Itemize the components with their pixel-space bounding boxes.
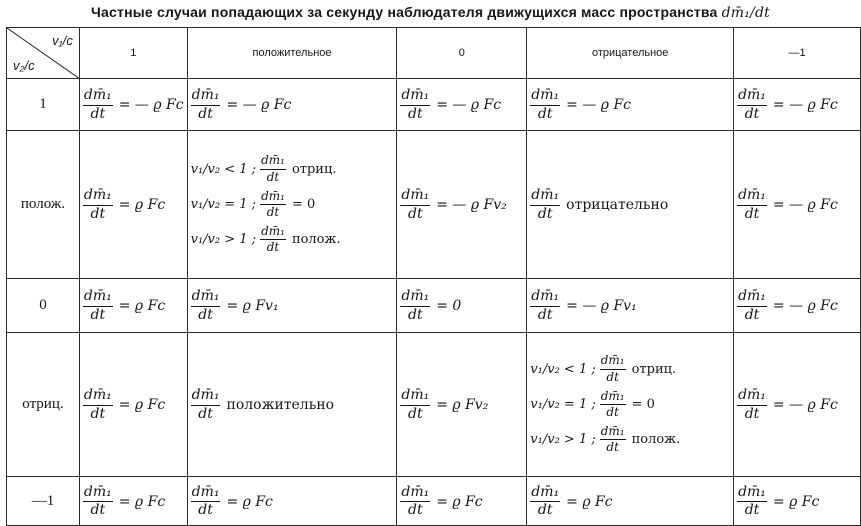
table-cell — [397, 477, 527, 526]
fraction-denominator: dt — [744, 306, 760, 323]
fraction-denominator: dt — [744, 105, 760, 122]
equation-rhs: = ϱ Fv₁ — [226, 298, 279, 314]
fraction — [530, 88, 560, 122]
fraction-numerator: dm̄₁ — [191, 388, 221, 405]
fraction-denominator: dt — [744, 502, 760, 518]
page-title — [0, 0, 861, 26]
condition: v₁/v₂ = 1 ; — [530, 397, 596, 412]
column-header: 0 — [397, 28, 527, 79]
fraction-denominator: dt — [537, 105, 553, 122]
table-cell — [397, 131, 527, 279]
fraction-numerator: dm̄₁ — [600, 390, 626, 405]
table-cell — [187, 131, 397, 279]
equation-rhs: = ϱ Fc — [566, 493, 613, 510]
fraction — [191, 88, 221, 122]
fraction-numerator: dm̄₁ — [737, 88, 767, 105]
row-label: —1 — [7, 477, 80, 526]
condition: v₁/v₂ = 1 ; — [190, 197, 257, 212]
equation — [83, 289, 165, 323]
fraction — [530, 485, 560, 519]
fraction-numerator: dm̄₁ — [260, 225, 286, 240]
equation — [83, 485, 165, 519]
equation-rhs: отрицательно — [566, 197, 669, 213]
fraction — [83, 388, 113, 422]
table-cell — [79, 131, 187, 279]
equation-rhs: = ϱ Fc — [772, 493, 820, 510]
equation — [83, 188, 165, 222]
equation-rhs: = ϱ Fc — [118, 493, 166, 510]
equation — [737, 188, 838, 222]
row-label: 0 — [7, 279, 80, 333]
condition-line — [191, 154, 394, 183]
fraction-denominator: dt — [408, 405, 423, 422]
table-row — [7, 79, 861, 131]
equation-rhs: = ϱ Fc — [118, 397, 166, 413]
fraction-denominator: dt — [198, 105, 213, 122]
equation-rhs: = — ϱ Fc — [566, 97, 632, 113]
corner-cell — [7, 28, 80, 79]
equation-rhs: = ϱ Fc — [118, 197, 166, 213]
fraction-denominator: dt — [90, 502, 106, 518]
fraction-denominator: dt — [606, 369, 619, 384]
row-label: 1 — [7, 79, 80, 131]
fraction-denominator: dt — [198, 405, 213, 422]
fraction — [737, 188, 767, 222]
equation — [400, 485, 482, 519]
fraction-numerator: dm̄₁ — [530, 88, 560, 105]
condition: v₁/v₂ < 1 ; — [530, 361, 596, 377]
fraction-denominator: dt — [90, 306, 106, 323]
table-cell — [734, 131, 861, 279]
condition-result: = 0 — [291, 197, 316, 212]
equation-rhs: = — ϱ Fc — [226, 97, 292, 113]
equation-rhs: = 0 — [436, 298, 462, 314]
title-math: dm̄₁/dt — [721, 5, 770, 21]
fraction-numerator: dm̄₁ — [260, 190, 286, 205]
fraction-denominator: dt — [408, 105, 423, 122]
fraction — [600, 354, 626, 383]
header-row — [7, 28, 861, 79]
fraction — [600, 425, 626, 454]
title-text: Частные случаи попадающих за секунду наблюдателя движущихся масс пространства — [91, 4, 718, 20]
table-cell — [734, 279, 861, 333]
fraction-denominator: dt — [198, 306, 213, 323]
equation — [530, 485, 612, 519]
fraction-denominator: dt — [90, 405, 106, 422]
fraction-numerator: dm̄₁ — [530, 485, 560, 502]
equation — [737, 88, 838, 122]
row-label: отриц. — [7, 333, 80, 477]
fraction — [83, 485, 113, 519]
equation — [530, 88, 631, 122]
fraction — [191, 388, 221, 422]
fraction — [737, 388, 767, 422]
fraction-denominator: dt — [537, 205, 553, 222]
equation-rhs: = ϱ Fc — [118, 298, 166, 314]
table-cell — [527, 279, 734, 333]
condition-line — [530, 354, 730, 383]
fraction — [260, 154, 286, 183]
fraction-denominator: dt — [266, 205, 280, 219]
equation-rhs: = — ϱ Fc — [772, 298, 838, 314]
condition-line — [530, 390, 730, 419]
fraction-numerator: dm̄₁ — [737, 188, 767, 205]
fraction — [400, 485, 430, 519]
condition-result: отриц. — [631, 361, 677, 377]
condition: v₁/v₂ < 1 ; — [190, 161, 257, 177]
condition-result: = 0 — [631, 397, 655, 412]
fraction-numerator: dm̄₁ — [400, 188, 430, 205]
fraction-denominator: dt — [408, 205, 423, 222]
fraction-numerator: dm̄₁ — [530, 188, 560, 205]
equation — [737, 485, 819, 519]
fraction — [400, 289, 430, 323]
equation — [191, 388, 334, 422]
fraction-numerator: dm̄₁ — [530, 289, 560, 306]
fraction — [260, 190, 286, 219]
fraction-denominator: dt — [266, 169, 280, 184]
fraction-denominator: dt — [408, 502, 423, 518]
table-cell — [734, 477, 861, 526]
table-cell — [79, 279, 187, 333]
table-cell — [397, 79, 527, 131]
condition-result: полож. — [631, 432, 681, 448]
table-cell — [187, 333, 397, 477]
table-cell — [79, 477, 187, 526]
table-cell — [79, 79, 187, 131]
equation — [400, 188, 506, 222]
corner-bottom-label: v₂/c — [13, 58, 35, 73]
condition-line — [191, 190, 394, 219]
equation-rhs: = — ϱ Fc — [118, 97, 184, 113]
table-row — [7, 333, 861, 477]
equation-rhs: = ϱ Fc — [436, 493, 483, 510]
row-label: полож. — [7, 131, 80, 279]
condition: v₁/v₂ > 1 ; — [190, 232, 257, 248]
fraction-numerator: dm̄₁ — [400, 485, 430, 502]
column-header: отрицательное — [527, 28, 734, 79]
equation — [400, 388, 488, 422]
fraction-numerator: dm̄₁ — [191, 289, 221, 306]
fraction-numerator: dm̄₁ — [400, 388, 430, 405]
equation-rhs: = — ϱ Fc — [772, 397, 838, 413]
fraction-denominator: dt — [266, 240, 280, 255]
equation-rhs: = — ϱ Fc — [436, 97, 502, 113]
fraction-numerator: dm̄₁ — [260, 154, 286, 169]
table-row — [7, 477, 861, 526]
equation — [191, 485, 273, 519]
fraction-numerator: dm̄₁ — [191, 485, 221, 502]
table-cell — [527, 131, 734, 279]
fraction-denominator: dt — [90, 205, 106, 222]
table-cell — [397, 279, 527, 333]
fraction — [737, 88, 767, 122]
table-cell — [187, 477, 397, 526]
table-row — [7, 279, 861, 333]
equation — [400, 289, 461, 323]
equation — [737, 289, 838, 323]
equation — [83, 388, 165, 422]
fraction — [400, 88, 430, 122]
table-cell — [187, 79, 397, 131]
column-header: 1 — [79, 28, 187, 79]
equation-rhs: = ϱ Fv₂ — [436, 397, 489, 413]
fraction-denominator: dt — [606, 405, 619, 419]
equation — [737, 388, 838, 422]
fraction-numerator: dm̄₁ — [83, 485, 113, 502]
fraction-numerator: dm̄₁ — [83, 188, 113, 205]
fraction-numerator: dm̄₁ — [83, 388, 113, 405]
condition-line — [530, 425, 730, 454]
fraction-numerator: dm̄₁ — [400, 88, 430, 105]
fraction-numerator: dm̄₁ — [83, 289, 113, 306]
condition-result: полож. — [291, 232, 341, 248]
fraction-denominator: dt — [537, 502, 553, 518]
equation-rhs: = ϱ Fc — [226, 493, 273, 510]
equation — [530, 188, 668, 222]
equation — [83, 88, 184, 122]
table-cell — [187, 279, 397, 333]
table-cell — [734, 333, 861, 477]
fraction — [400, 388, 430, 422]
fraction — [83, 289, 113, 323]
equation — [191, 289, 279, 323]
fraction-numerator: dm̄₁ — [600, 425, 626, 440]
condition-line — [191, 225, 394, 254]
fraction — [737, 485, 767, 519]
fraction — [737, 289, 767, 323]
fraction-numerator: dm̄₁ — [737, 289, 767, 306]
fraction — [83, 188, 113, 222]
condition: v₁/v₂ > 1 ; — [530, 432, 596, 448]
fraction — [530, 188, 560, 222]
fraction — [191, 289, 221, 323]
fraction-numerator: dm̄₁ — [600, 354, 626, 369]
fraction-denominator: dt — [408, 306, 423, 323]
fraction-denominator: dt — [744, 405, 760, 422]
column-header: положительное — [187, 28, 397, 79]
table-cell — [527, 333, 734, 477]
fraction — [83, 88, 113, 122]
table-cell — [734, 79, 861, 131]
equation-rhs: = — ϱ Fv₂ — [436, 197, 507, 213]
column-header: —1 — [734, 28, 861, 79]
fraction-numerator: dm̄₁ — [400, 289, 430, 306]
equation — [191, 88, 292, 122]
equation — [530, 289, 636, 323]
special-cases-table — [6, 27, 861, 526]
fraction — [191, 485, 221, 519]
fraction-denominator: dt — [744, 205, 760, 222]
equation-rhs: положительно — [226, 397, 335, 413]
table-cell — [527, 477, 734, 526]
table-cell — [397, 333, 527, 477]
fraction-denominator: dt — [90, 105, 106, 122]
table-cell — [527, 79, 734, 131]
fraction-numerator: dm̄₁ — [737, 485, 767, 502]
fraction — [530, 289, 560, 323]
equation-rhs: = — ϱ Fc — [772, 97, 838, 113]
fraction — [600, 390, 626, 419]
fraction-numerator: dm̄₁ — [737, 388, 767, 405]
equation — [400, 88, 501, 122]
table-cell — [79, 333, 187, 477]
fraction-numerator: dm̄₁ — [191, 88, 221, 105]
fraction — [400, 188, 430, 222]
fraction-denominator: dt — [606, 440, 619, 455]
fraction-numerator: dm̄₁ — [83, 88, 113, 105]
fraction — [260, 225, 286, 254]
corner-top-label: v₁/c — [52, 33, 73, 48]
equation-rhs: = — ϱ Fv₁ — [566, 298, 637, 314]
fraction-denominator: dt — [537, 306, 553, 323]
fraction-denominator: dt — [198, 502, 213, 518]
table-row — [7, 131, 861, 279]
condition-result: отриц. — [291, 161, 337, 177]
equation-rhs: = — ϱ Fc — [772, 197, 838, 213]
